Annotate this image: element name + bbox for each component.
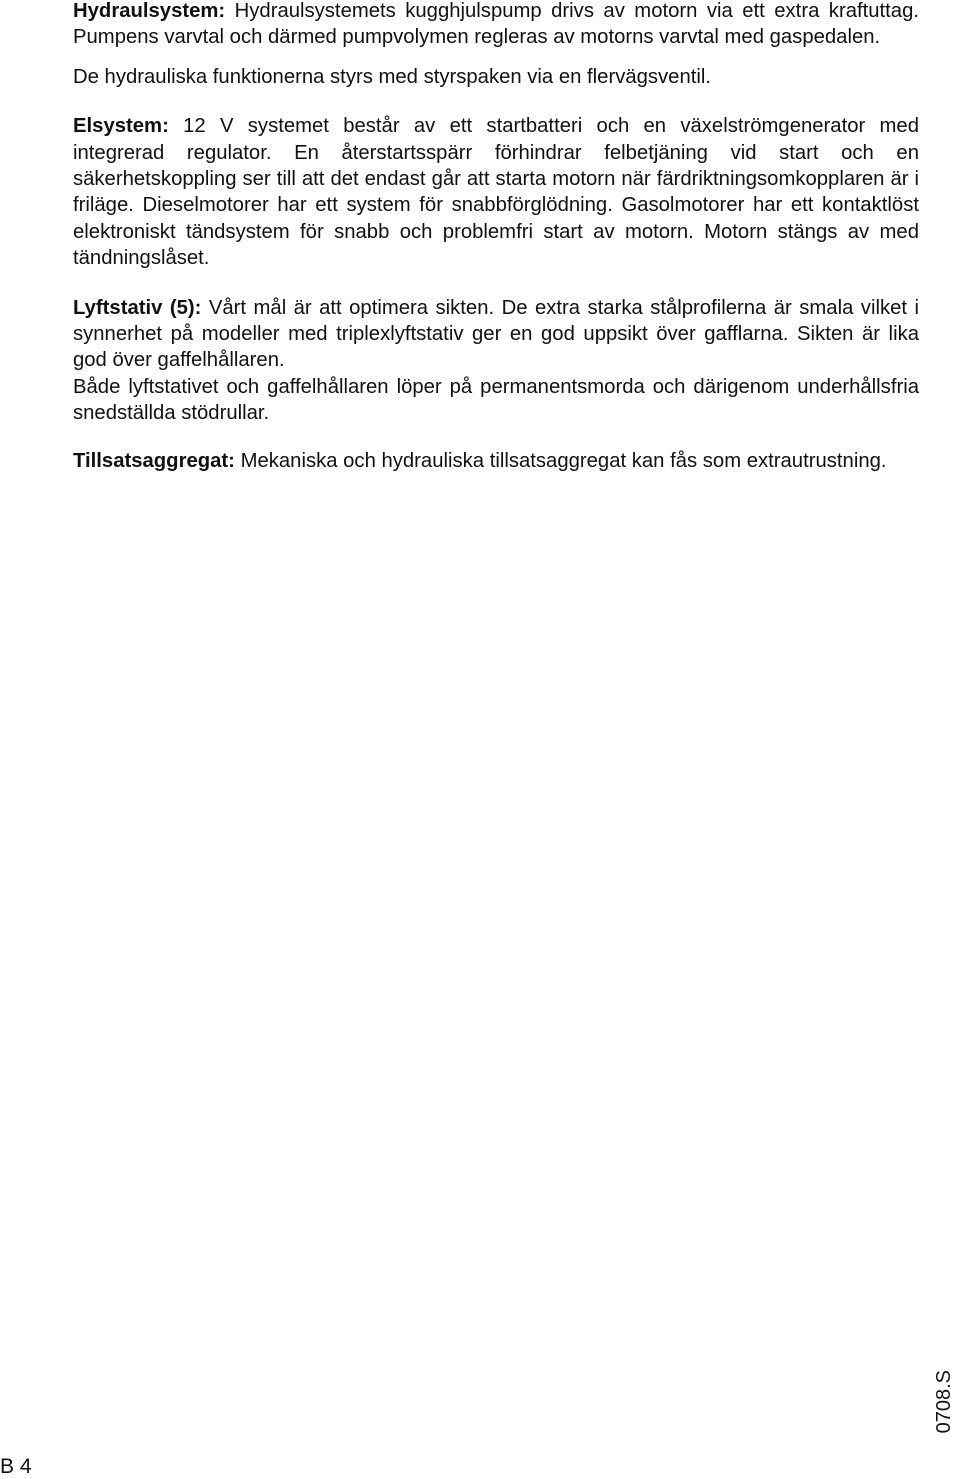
page-number: B 4 [0,1455,32,1478]
paragraph-lyftstativ [73,295,919,374]
paragraph-text: 12 V systemet består av ett startbatteri och en växelströmgenerator med integrerad regulator. En återstartsspärr förhindrar felbetjäning vid start och en säkerhetskoppling ser till att det endast går att starta motorn när färdriktningsomkopplaren är i friläge. Dieselmotorer har ett system för snabbförglödning. Gasolmotorer har ett kontaktlöst elektroniskt tändsystem för snabb och problemfri start av motorn. Motorn stängs av med tändningslåset. [73,115,919,270]
heading-tillsatsaggregat: Tillsatsaggregat: [73,449,235,472]
document-body [73,0,919,474]
heading-elsystem: Elsystem: [73,115,169,138]
document-code: 0708.S [933,1370,955,1434]
heading-lyftstativ: Lyftstativ (5): [73,296,202,319]
paragraph-tillsatsaggregat [73,448,919,474]
paragraph-text: Mekaniska och hydrauliska tillsatsaggregat kan fås som extrautrustning. [234,449,887,472]
paragraph-text: Både lyftstativet och gaffelhållaren löper på permanentsmorda och därigenom underhållsfria snedställda stödrullar. [73,375,919,425]
paragraph-text: De hydrauliska funktionerna styrs med styrspaken via en flervägsventil. [73,65,712,88]
heading-hydraulsystem: Hydraulsystem: [73,0,226,22]
paragraph-text: Hydraulsystemets kugghjulspump drivs av motorn via ett extra kraftuttag. Pumpens varvtal och därmed pumpvolymen regleras av motorns varvtal med gaspedalen. [73,0,919,49]
paragraph-elsystem [73,113,919,271]
paragraph-stodrullar [73,374,919,427]
paragraph-hydraulic-functions [73,64,919,90]
paragraph-hydraulsystem [73,0,919,51]
paragraph-text: Vårt mål är att optimera sikten. De extra starka stålprofilerna är smala vilket i synnerhet på modeller med triplexlyftstativ ger en god uppsikt över gafflarna. Sikten är lika god över gaffelhållaren. [73,296,919,372]
